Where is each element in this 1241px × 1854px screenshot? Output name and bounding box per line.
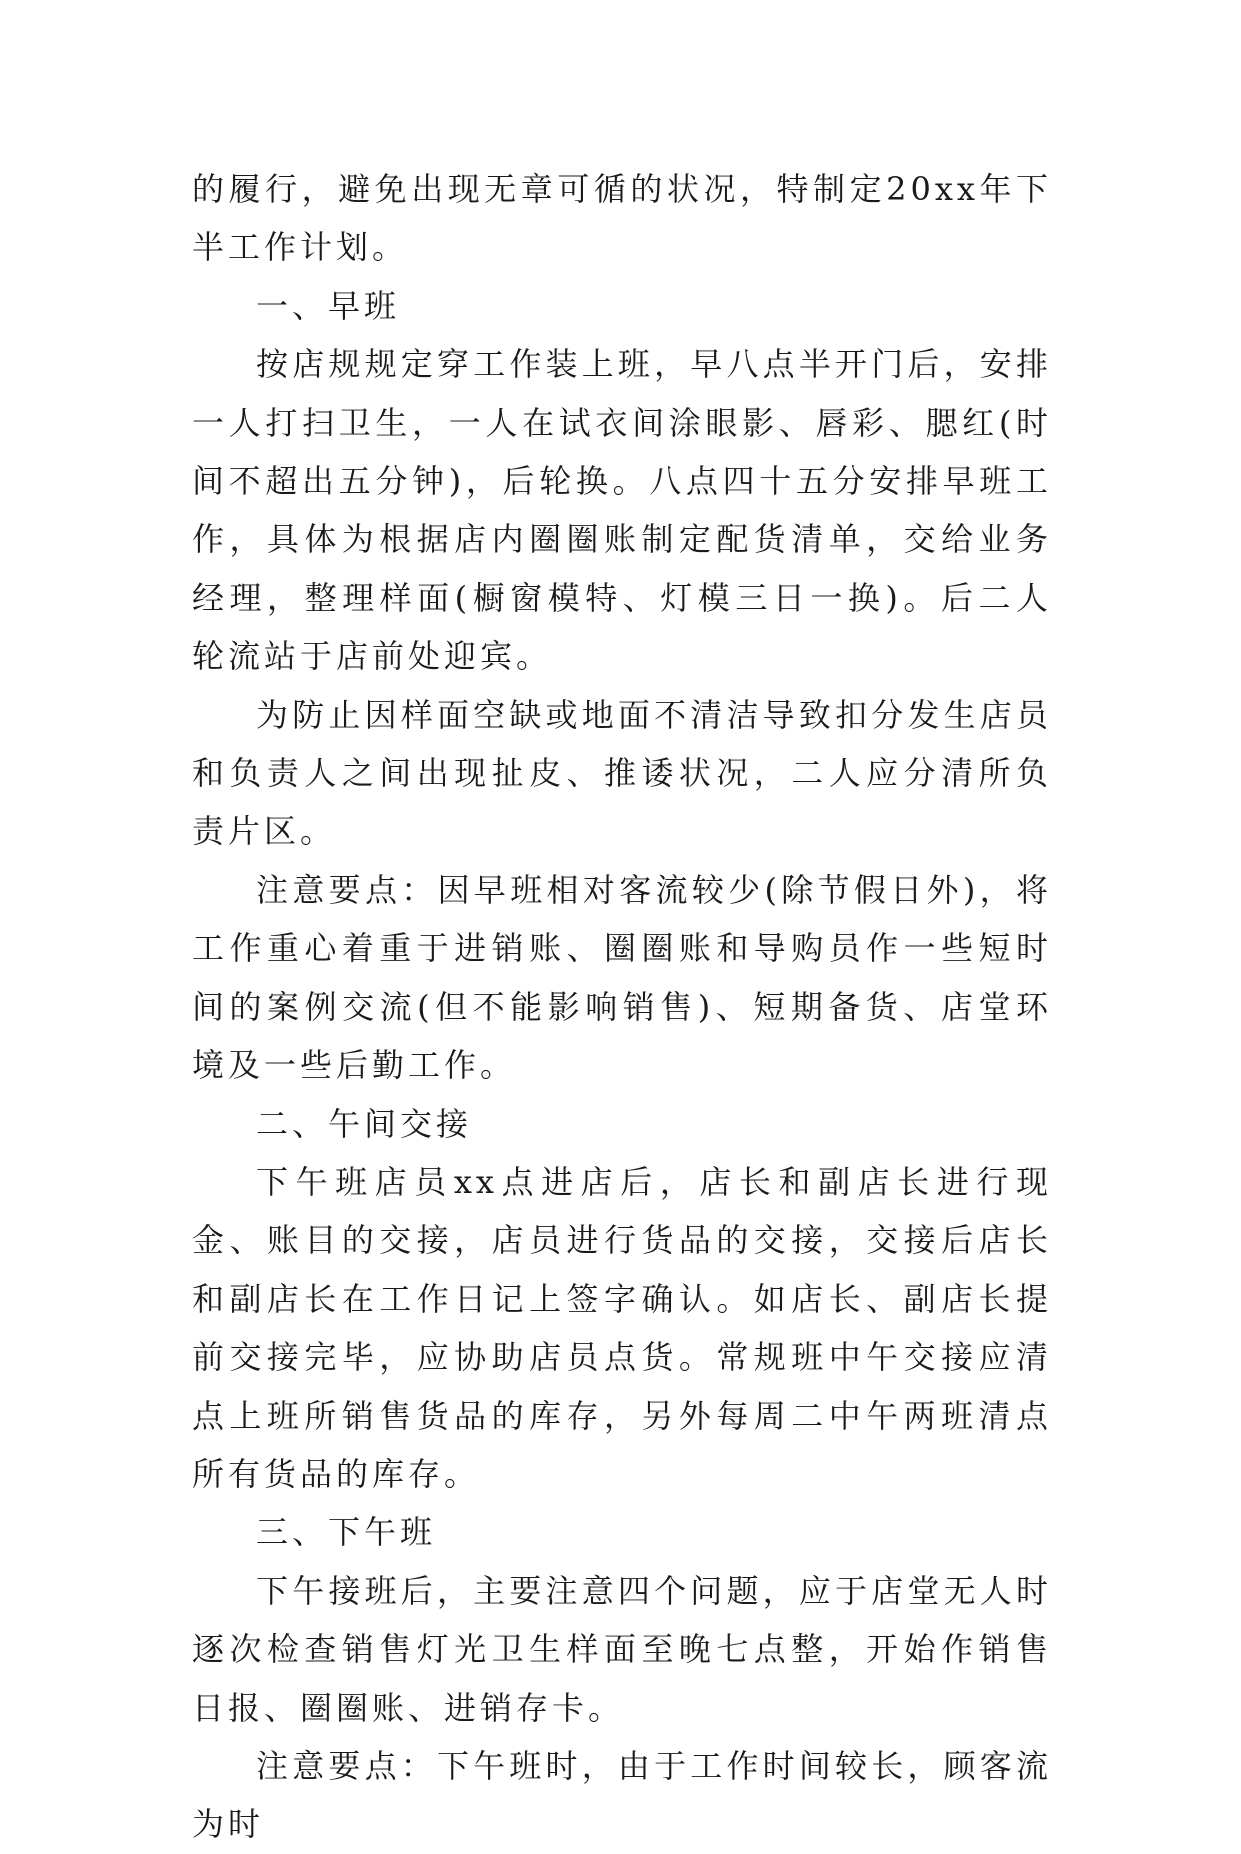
paragraph-morning-shift-duties: 按店规规定穿工作装上班，早八点半开门后，安排一人打扫卫生，一人在试衣间涂眼影、唇彩、腮红(时间不超出五分钟)，后轮换。八点四十五分安排早班工作，具体为根据店内圈圈账制定配货清单，交给业务经理，整理样面(橱窗模特、灯模三日一换)。后二人轮流站于店前处迎宾。 bbox=[192, 345, 1052, 676]
section-heading-morning-shift: 一、早班 bbox=[256, 286, 401, 325]
paragraph-intro-continuation: 的履行，避免出现无章可循的状况，特制定20xx年下半工作计划。 bbox=[192, 170, 1052, 267]
section-heading-noon-handover: 二、午间交接 bbox=[256, 1104, 473, 1143]
section-heading-afternoon-shift: 三、下午班 bbox=[256, 1513, 437, 1552]
paragraph-afternoon-shift-duties: 下午接班后，主要注意四个问题，应于店堂无人时逐次检查销售灯光卫生样面至晚七点整，开始作销售日报、圈圈账、进销存卡。 bbox=[192, 1571, 1052, 1727]
paragraph-afternoon-shift-notes: 注意要点：下午班时，由于工作时间较长，顾客流为时 bbox=[192, 1746, 1052, 1844]
document-body bbox=[192, 160, 1052, 1854]
paragraph-morning-shift-notes: 注意要点：因早班相对客流较少(除节假日外)，将工作重心着重于进销账、圈圈账和导购员作一些短时间的案例交流(但不能影响销售)、短期备货、店堂环境及一些后勤工作。 bbox=[192, 870, 1052, 1085]
paragraph-morning-shift-zones: 为防止因样面空缺或地面不清洁导致扣分发生店员和负责人之间出现扯皮、推诿状况，二人应分清所负责片区。 bbox=[192, 695, 1052, 851]
paragraph-noon-handover: 下午班店员xx点进店后，店长和副店长进行现金、账目的交接，店员进行货品的交接，交接后店长和副店长在工作日记上签字确认。如店长、副店长提前交接完毕，应协助店员点货。常规班中午交接应清点上班所销售货品的库存，另外每周二中午两班清点所有货品的库存。 bbox=[192, 1162, 1052, 1493]
